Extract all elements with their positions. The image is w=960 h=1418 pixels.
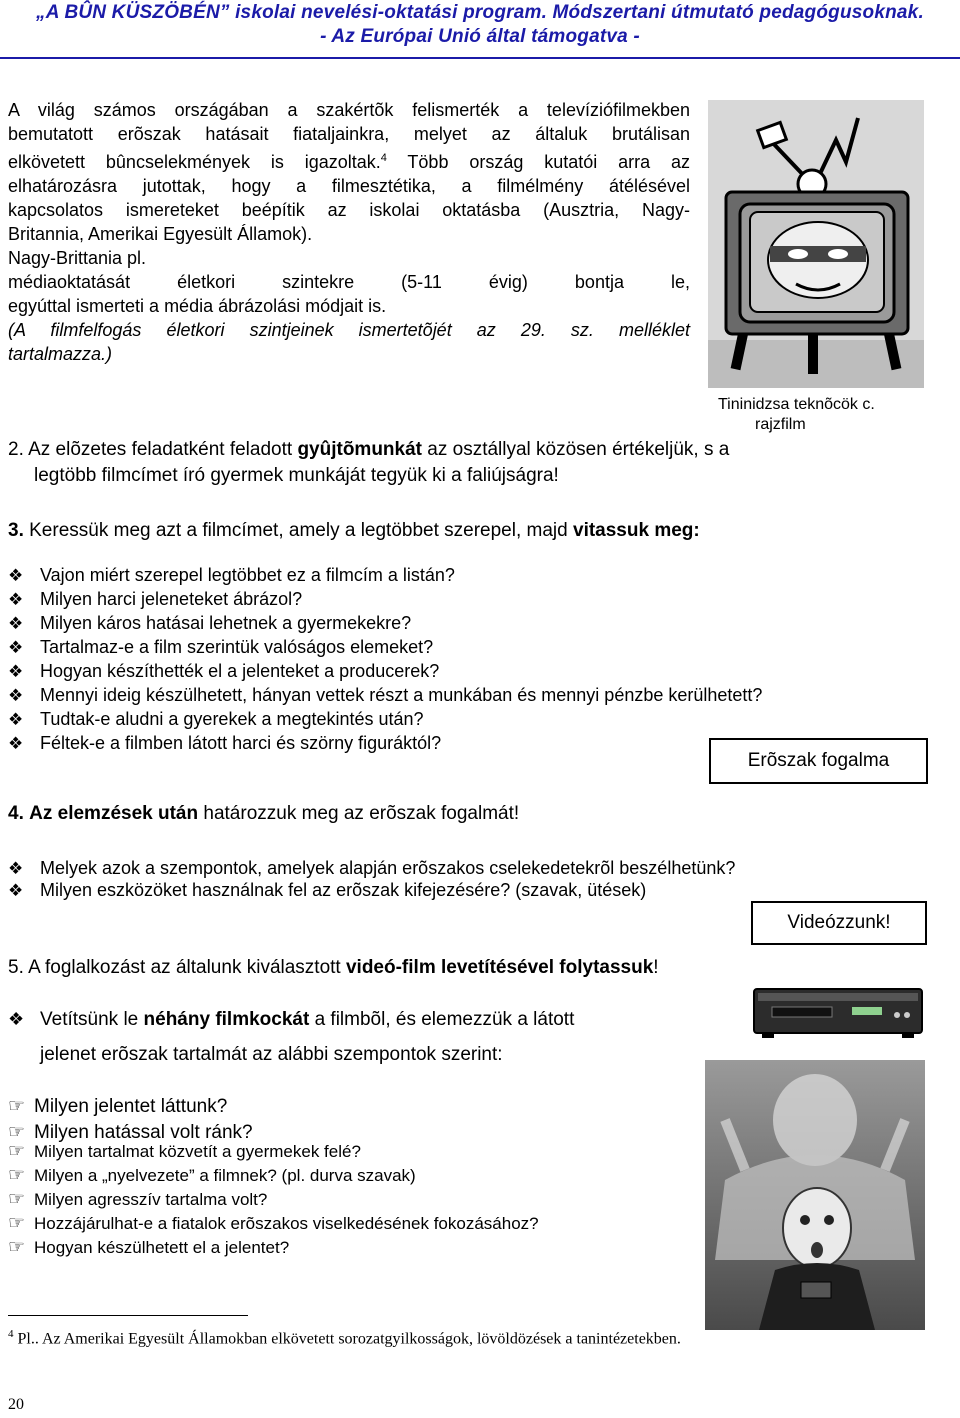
step2-line1 [8, 437, 729, 462]
header-eu-support: - Az Európai Unió által támogatva - [320, 26, 640, 47]
diamond-bullet-icon: ❖ [8, 1009, 25, 1029]
video-box: Videózzunk! [751, 901, 927, 945]
footnote-text: Pl.. Az Amerikai Egyesült Államokban elkövetett sorozatgyilkosságok, lövöldözések a tanintézetekben. [13, 1330, 681, 1348]
pointing-hand-icon: ☞ [8, 1237, 26, 1258]
list-item-text: Milyen agresszív tartalma volt? [34, 1190, 268, 1209]
list-item [8, 635, 433, 660]
step3-bold: vitassuk meg: [573, 520, 700, 541]
step2-bold: gyûjtõmunkát [297, 439, 422, 460]
list-item-text: Melyek azok a szempontok, amelyek alapján erõszakos cselekedetekrõl beszélhetünk? [40, 858, 736, 878]
frames-text: Vetítsünk le [40, 1009, 144, 1030]
list-item [8, 683, 762, 708]
diamond-bullet-icon: ❖ [8, 662, 24, 681]
step5-number: 5. [8, 957, 24, 978]
footnote-ref: 4 [380, 152, 387, 164]
list-item [8, 878, 646, 903]
list-item [8, 659, 439, 684]
frames-line1 [8, 1007, 732, 1032]
intro-line: bemutatott erõszak hatásait fiataljainkra, melyet az általuk brutálisan [8, 124, 690, 144]
list-item [8, 1189, 267, 1211]
list-item [8, 707, 424, 732]
step2-text: Az elõzetes feladatként feladott [23, 439, 298, 460]
intro-line: kapcsolatos ismereteket beépítik az iskolai oktatásba (Ausztria, Nagy- [8, 200, 690, 220]
pointing-hand-icon: ☞ [8, 1122, 26, 1143]
intro-text: elkövetett bûncselekmények is igazoltak. [8, 152, 381, 172]
diamond-bullet-icon: ❖ [8, 590, 24, 609]
intro-text: Több ország kutatói arra az [386, 152, 690, 172]
diamond-bullet-icon: ❖ [8, 859, 24, 878]
intro-line: egyúttal ismerteti a média ábrázolási módjait is. [8, 296, 387, 316]
intro-line: (A filmfelfogás életkori szintjeinek ismertetõjét az 29. sz. melléklet [8, 320, 690, 340]
intro-line: tartalmazza.) [8, 344, 113, 364]
intro-paragraph [8, 98, 690, 366]
violence-concept-box: Erõszak fogalma [709, 738, 928, 784]
pointing-hand-icon: ☞ [8, 1096, 26, 1117]
list-item [8, 1141, 361, 1163]
intro-line: médiaoktatását életkori szintekre (5-11 évig) bontja le, [8, 272, 690, 292]
list-item [8, 731, 441, 756]
step3-number: 3. [8, 520, 24, 541]
list-item-text: Hogyan készülhetett el a jelentet? [34, 1238, 290, 1257]
diamond-bullet-icon: ❖ [8, 710, 24, 729]
list-item-text: Milyen tartalmat közvetít a gyermekek felé? [34, 1142, 361, 1161]
step5-text: ! [653, 957, 659, 978]
tv-caption-line2: rajzfilm [755, 416, 806, 433]
list-item [8, 1165, 416, 1187]
tv-cartoon-illustration [708, 100, 924, 388]
diamond-bullet-icon: ❖ [8, 686, 24, 705]
step4-number: 4. [8, 803, 24, 824]
pointing-hand-icon: ☞ [8, 1213, 26, 1234]
list-item-text: Milyen jelentet láttunk? [34, 1096, 228, 1117]
step3-text: Keressük meg azt a filmcímet, amely a legtöbbet szerepel, majd [23, 520, 573, 541]
list-item-text: Mennyi ideig készülhetett, hányan vettek részt a munkában és mennyi pénzbe kerülhetett? [40, 685, 763, 705]
footnote-number: 4 [8, 1328, 14, 1340]
diamond-bullet-icon: ❖ [8, 638, 24, 657]
diamond-bullet-icon: ❖ [8, 566, 24, 585]
list-item [8, 611, 411, 636]
tv-caption-line1: Tininidzsa teknõcök c. [718, 396, 875, 413]
list-item-text: Tudtak-e aludni a gyerekek a megtekintés után? [40, 709, 424, 729]
step2-number: 2. [8, 439, 24, 460]
list-item [8, 563, 455, 588]
list-item-text: Féltek-e a filmben látott harci és szörny figuráktól? [40, 733, 442, 753]
list-item-text: Milyen hatással volt ránk? [34, 1122, 253, 1143]
list-item-text: Milyen a „nyelvezete” a filmnek? (pl. durva szavak) [34, 1166, 416, 1185]
child-watching-tv-photo [705, 1060, 925, 1330]
list-item-text: Hozzájárulhat-e a fiatalok erõszakos viselkedésének fokozásához? [34, 1214, 539, 1233]
step4-bold: Az elemzések után [29, 803, 199, 824]
step5-line [8, 955, 659, 980]
pointing-hand-icon: ☞ [8, 1189, 26, 1210]
page-number: 20 [8, 1396, 24, 1413]
diamond-bullet-icon: ❖ [8, 734, 24, 753]
step4-line [8, 801, 519, 826]
header-program-title: „A BÛN KÜSZÖBÉN” iskolai nevelési-oktatási program. Módszertani útmutató pedagógusoknak. [36, 2, 924, 23]
vcr-illustration [752, 983, 924, 1043]
step3-line [8, 518, 700, 543]
list-item-text: Vajon miért szerepel legtöbbet ez a filmcím a listán? [40, 565, 455, 585]
intro-line: elhatározásra jutottak, hogy a filmesztétika, a filmélmény átélésével [8, 176, 690, 196]
intro-line: Nagy-Brittania pl. [8, 248, 147, 268]
list-item [8, 1237, 289, 1259]
list-item-text: Milyen káros hatásai lehetnek a gyermekekre? [40, 613, 412, 633]
step5-bold: videó-film levetítésével folytassuk [345, 957, 654, 978]
header-divider [0, 57, 960, 59]
list-item [8, 1213, 539, 1235]
footnote [8, 1328, 681, 1348]
footnote-divider [8, 1315, 248, 1316]
list-item-text: Hogyan készíthették el a jelenteket a producerek? [40, 661, 440, 681]
frames-bold: néhány filmkockát [143, 1009, 310, 1030]
list-item-text: Milyen harci jeleneteket ábrázol? [40, 589, 303, 609]
pointing-hand-icon: ☞ [8, 1165, 26, 1186]
list-item [8, 1094, 227, 1120]
step5-text: A foglalkozást az általunk kiválasztott [23, 957, 346, 978]
frames-text: a filmbõl, és elemezzük a látott [309, 1009, 575, 1030]
intro-line [8, 146, 690, 174]
diamond-bullet-icon: ❖ [8, 881, 24, 900]
intro-line: A világ számos országában a szakértõk felismerték a televíziófilmekben [8, 100, 690, 120]
step2-line2: legtöbb filmcímet író gyermek munkáját tegyük ki a faliújságra! [34, 465, 559, 486]
list-item-text: Milyen eszközöket használnak fel az erõszak kifejezésére? (szavak, ütések) [40, 880, 647, 900]
pointing-hand-icon: ☞ [8, 1141, 26, 1162]
frames-line2: jelenet erõszak tartalmát az alábbi szempontok szerint: [40, 1044, 503, 1065]
step4-text: határozzuk meg az erõszak fogalmát! [198, 803, 520, 824]
step2-text: az osztállyal közösen értékeljük, s a [422, 439, 730, 460]
intro-line: Britannia, Amerikai Egyesült Államok). [8, 224, 313, 244]
diamond-bullet-icon: ❖ [8, 614, 24, 633]
list-item [8, 587, 302, 612]
list-item-text: Tartalmaz-e a film szerintük valóságos elemeket? [40, 637, 434, 657]
